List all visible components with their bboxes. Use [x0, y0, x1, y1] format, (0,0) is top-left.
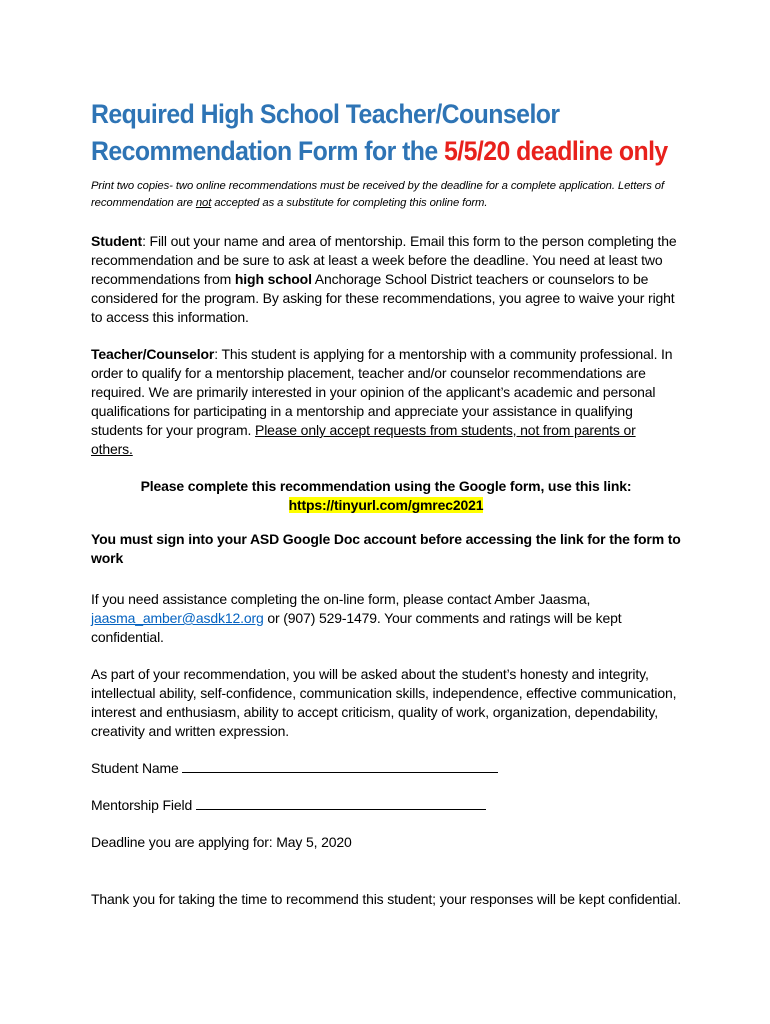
student-name-label: Student Name: [91, 760, 183, 776]
google-form-instruction: Please complete this recommendation using the Google form, use this link:: [140, 478, 632, 494]
assistance-text-1: If you need assistance completing the on-line form, please contact Amber Jaasma,: [91, 591, 591, 607]
mentorship-field-blank[interactable]: [196, 796, 486, 810]
print-note: [91, 178, 681, 212]
print-note-underlined: not: [195, 197, 212, 209]
sign-in-note: You must sign into your ASD Google Doc account before accessing the link for the form to work: [91, 531, 681, 566]
google-form-link-line: [91, 496, 681, 515]
google-form-link[interactable]: https://tinyurl.com/gmrec2021: [288, 497, 484, 513]
teacher-underlined-note: Please only accept requests from students, not from parents or others.: [91, 422, 636, 457]
form-title: [91, 96, 668, 170]
title-line-2-prefix: Recommendation Form for the: [91, 136, 445, 166]
deadline-line: Deadline you are applying for: May 5, 2020: [91, 834, 352, 850]
title-line-1: Required High School Teacher/Counselor: [91, 99, 560, 129]
print-note-text-2: accepted as a substitute for completing this online form.: [211, 197, 488, 209]
criteria-paragraph: As part of your recommendation, you will be asked about the student’s honesty and integrity, intellectual ability, self-confidence, communication skills, independence, effective communication, interest and enthusiasm, ability to accept criticism, quality of work, organization, dependability, creativity and written expression.: [91, 666, 677, 739]
student-text-2: Anchorage School District teachers or counselors to be considered for the program. By asking for these recommendations, you agree to waive your right to access this information.: [91, 271, 675, 325]
student-name-field: [91, 759, 681, 778]
closing-paragraph: Thank you for taking the time to recommend this student; your responses will be kept confidential.: [91, 891, 681, 907]
student-bold-text: high school: [234, 271, 312, 287]
teacher-label: Teacher/Counselor: [91, 346, 215, 362]
assistance-text-2: or (907) 529-1479. Your comments and ratings will be kept confidential.: [91, 610, 622, 645]
student-name-blank[interactable]: [182, 759, 498, 773]
assistance-paragraph: [91, 590, 681, 647]
document-body: [91, 96, 681, 909]
student-label: Student: [91, 233, 143, 249]
mentorship-field-line: [91, 796, 681, 815]
print-note-text-1: Print two copies- two online recommendations must be received by the deadline for a complete application. Letters of recommendation are: [91, 180, 665, 209]
student-text-1: : Fill out your name and area of mentorship. Email this form to the person completing the recommendation and be sure to ask at least a week before the deadline. You need at least two recommendations from: [91, 233, 677, 287]
teacher-text: : This student is applying for a mentorship with a community professional. In order to qualify for a mentorship placement, teacher and/or counselor recommendations are required. We are primarily interested in your opinion of the applicant’s academic and personal qualifications for participating in a mentorship and appreciate your assistance in qualifying students for your program.: [91, 346, 673, 438]
deadline-highlight: 5/5/20 deadline only: [444, 136, 668, 166]
mentorship-field-label: Mentorship Field: [91, 797, 196, 813]
teacher-instructions: [91, 345, 681, 459]
student-instructions: [91, 232, 681, 327]
contact-email-link[interactable]: jaasma_amber@asdk12.org: [91, 610, 264, 626]
